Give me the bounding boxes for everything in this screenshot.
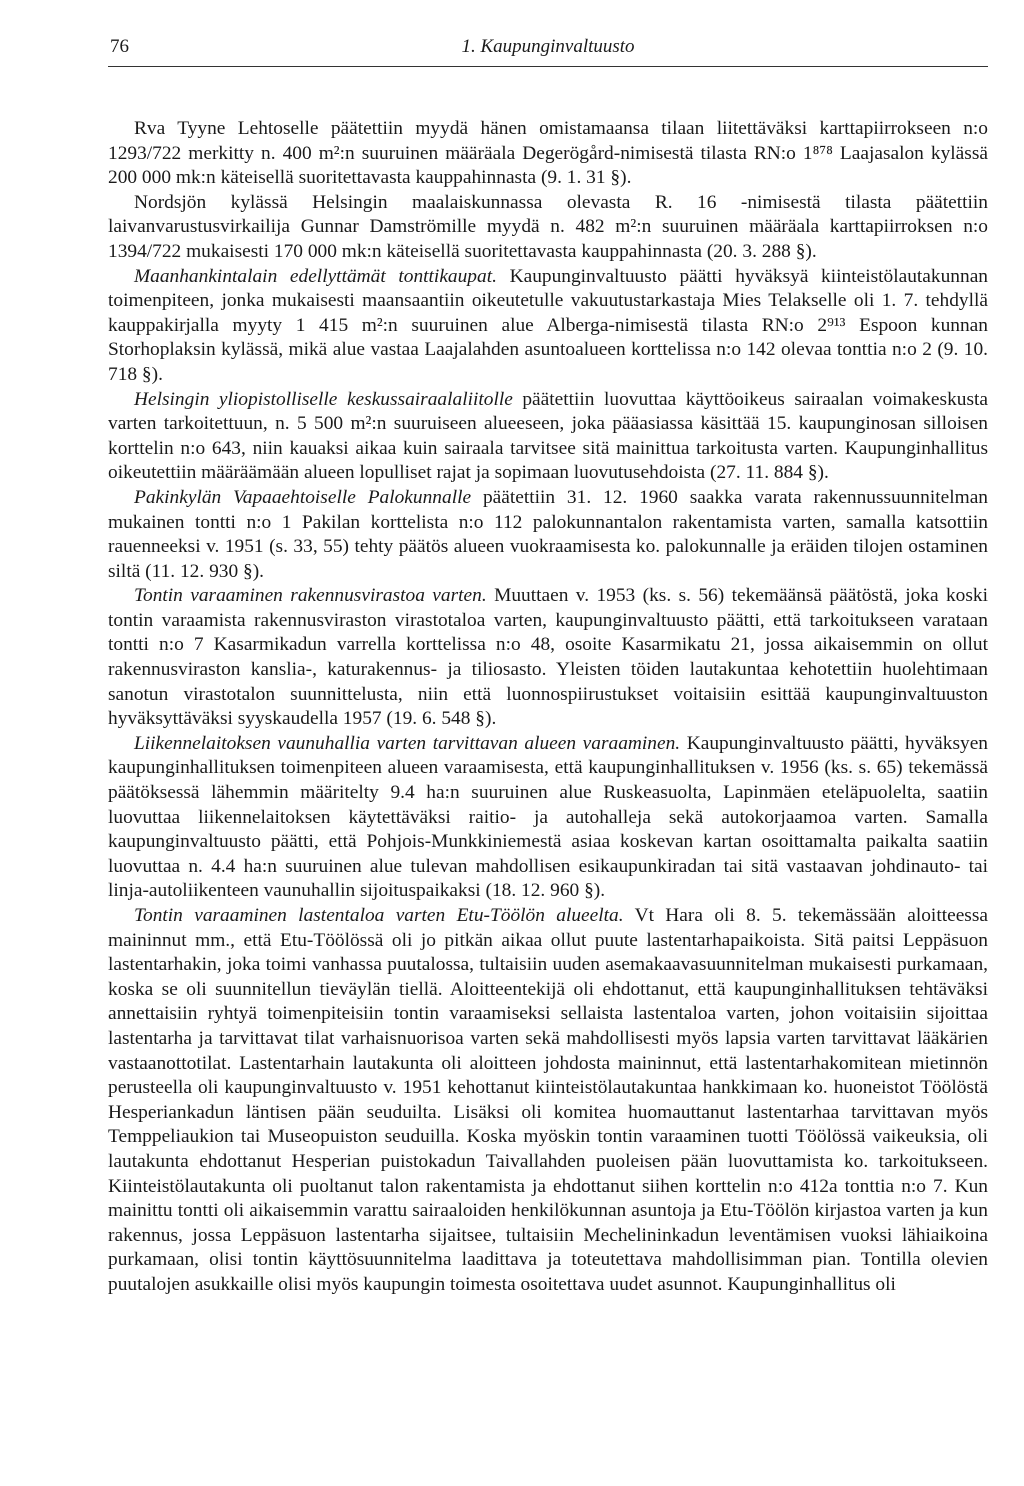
paragraph-text: Rva Tyyne Lehtoselle päätettiin myydä hänen omistamaansa tilaan liitettäväksi karttapiirrokseen n:o 1293/722 merkitty n. 400 m²:n suuruinen määräala Degerögård-nimisestä tilasta RN:o 1⁸⁷⁸ Laajasalon kylässä 200 000 mk:n käteisellä suoritettavasta kauppahinnasta (9. 1. 31 §).	[108, 118, 988, 189]
document-page	[108, 30, 988, 1298]
paragraph	[108, 732, 988, 904]
paragraph-text: Vt Hara oli 8. 5. tekemässään aloitteessa maininnut mm., että Etu-Töölössä oli jo pitkän aikaa ollut puute lastentarhapaikoista. Sitä paitsi Leppäsuon lastentarhakin, joka toimi vanhassa puutalossa, tultaisiin uuden asemakaavasuunnitelman mukaisesti purkamaan, koska se oli suunnitellun tieväylän tiellä. Aloitteentekijä oli ehdottanut, että kaupunginhallituksen tehtäväksi annettaisiin ryhtyä toimenpiteisiin tontin varaamiseksi sellaista lastentaloa varten, johon voitaisiin sijoittaa lastentarha ja tarvittavat tilat varhaisnuorisoa varten sekä mahdollisesti myös lapsia varten tarvittavat lääkärien vastaanottotilat. Lastentarhain lautakunta oli aloitteen johdosta maininnut, että lastentarhakomitean mietinnön perusteella oli kaupunginvaltuusto v. 1951 kehottanut kiinteistölautakuntaa hankkimaan ko. huoneistot Töölöstä Hesperiankadun läntisen pään seuduilta. Lisäksi oli komitea huomauttanut lastentarhaa tarvittavan myös Temppeliaukion tai Museopuiston seuduilla. Koska myöskin tontin varaaminen tuotti Töölössä vaikeuksia, oli lautakunta ehdottanut Hesperian puistokadun Taivallahden puoleisen pään luovuttamista ko. tarkoitukseen. Kiinteistölautakunta oli puoltanut talon rakentamista ja ehdottanut siihen korttelin n:o 412a tonttia n:o 7. Kun mainittu tontti oli aikaisemmin varattu sairaaloiden henkilökunnan asuntoja ja Etu-Töölön kirjastoa varten ja kun rakennus, jossa Leppäsuon lastentarha sijaitsee, tultaisiin Mechelininkadun leventämisen vuoksi lähiaikoina purkamaan, olisi tontin käyttösuunnitelma laadittava ja toteutettava mahdollisimman pian. Tontilla olevien puutalojen asukkaille olisi myös kaupungin toimesta osoitettava uudet asunnot. Kaupunginhallitus oli	[108, 905, 989, 1295]
page-header	[108, 30, 988, 67]
paragraph	[108, 265, 988, 388]
running-head: 1. Kaupunginvaltuusto	[461, 36, 635, 57]
paragraph-text: päätettiin 31. 12. 1960 saakka varata rakennussuunnitelman mukainen tontti n:o 1 Pakilan korttelista n:o 112 palokunnantalon rakentamista varten, samalla katsottiin rauenneeksi v. 1951 (s. 33, 55) tehty päätös alueen vuokraamisesta ko. palokunnalle ja eräiden tilojen ostaminen siltä (11. 12. 930 §).	[108, 486, 989, 582]
paragraph-text: Nordsjön kylässä Helsingin maalaiskunnassa olevasta R. 16 -nimisestä tilasta päätettiin laivanvarustusvirkailija Gunnar Damströmille myydä n. 482 m²:n suuruinen määräala karttapiirroksen n:o 1394/722 mukaisesti 170 000 mk:n käteisellä suoritettavasta kauppahinnasta (20. 3. 288 §).	[108, 191, 988, 262]
paragraph-text: päätettiin luovuttaa käyttöoikeus sairaalan voimakeskusta varten tarkoitettuun, n. 5 500 m²:n suuruiseen alueeseen, joka pääasiassa käsittää 15. kaupunginosan silloisen korttelin n:o 643, niin kauaksi aikaa kuin sairaala tarvitsee sitä mainittua tarkoitusta varten. Kaupunginhallitus oikeutettiin määräämään alueen lopulliset rajat ja sopimaan luovutusehdoista (27. 11. 884 §).	[108, 388, 989, 484]
page-number: 76	[110, 36, 129, 57]
paragraph-lead: Tontin varaaminen rakennusvirastoa varten.	[134, 585, 487, 607]
paragraph-lead: Tontin varaaminen lastentaloa varten Etu-Töölön alueelta.	[134, 905, 624, 926]
paragraph	[108, 117, 988, 191]
paragraph	[108, 486, 988, 584]
paragraph	[108, 388, 988, 486]
paragraph-text: Muuttaen v. 1953 (ks. s. 56) tekemäänsä päätöstä, joka koski tontin varaamista rakennusviraston virastotaloa varten, kaupunginvaltuusto päätti, että tarkoitukseen varataan tontti n:o 7 Kasarmikadun varrella korttelissa n:o 48, osoite Kasarmikatu 21, jossa aikaisemmin on ollut rakennusviraston kanslia-, katurakennus- ja tiliosasto. Yleisten töiden lautakuntaa kehotettiin huolehtimaan sanotun virastotalon suunnittelusta, niin että luonnospiirustukset voitaisiin esittää kaupunginvaltuuston hyväksyttäväksi syyskaudella 1957 (19. 6. 548 §).	[108, 585, 988, 730]
paragraph	[108, 584, 988, 732]
paragraph-text: Kaupunginvaltuusto päätti hyväksyä kiinteistölautakunnan toimenpiteen, jonka mukaisesti maansaantiin oikeutetulle vakuutustarkastaja Mies Telakselle oli 1. 7. tehdyllä kauppakirjalla myyty 1 415 m²:n suuruinen alue Alberga-nimisestä tilasta RN:o 2⁹¹³ Espoon kunnan Storhoplaksin kylässä, mikä alue vastaa Laajalahden asuntoalueen korttelissa n:o 142 olevaa tonttia n:o 2 (9. 10. 718 §).	[108, 265, 989, 385]
body-text	[108, 117, 988, 1298]
paragraph	[108, 191, 988, 265]
paragraph-text: Kaupunginvaltuusto päätti, hyväksyen kaupunginhallituksen toimenpiteen alueen varaamisesta, että kaupunginhallituksen v. 1956 (ks. s. 65) tekemässä päätöksessä lähemmin määritelty 9.4 ha:n suuruinen alue Ruskeasuolta, Lapinmäen eteläpuolelta, saatiin luovuttaa liikennelaitoksen käytettäväksi raitio- ja autohalleja sekä autokorjaamoa varten. Samalla kaupunginvaltuusto päätti, että Pohjois-Munkkiniemestä asiaa koskevan kartan osoittamalta paikalta saatiin luovuttaa n. 4.4 ha:n suuruinen alue tulevan mahdollisen esikaupunkiradan tai sitä vastaavan johdinauto- tai linja-autoliikenteen vaunuhallin sijoituspaikaksi (18. 12. 960 §).	[108, 732, 988, 902]
paragraph	[108, 904, 988, 1298]
paragraph-lead: Helsingin yliopistolliselle keskussairaalaliitolle	[134, 388, 513, 410]
paragraph-lead: Pakinkylän Vapaaehtoiselle Palokunnalle	[134, 486, 472, 508]
paragraph-lead: Liikennelaitoksen vaunuhallia varten tarvittavan alueen varaaminen.	[134, 732, 681, 754]
paragraph-lead: Maanhankintalain edellyttämät tonttikaupat.	[134, 265, 497, 287]
